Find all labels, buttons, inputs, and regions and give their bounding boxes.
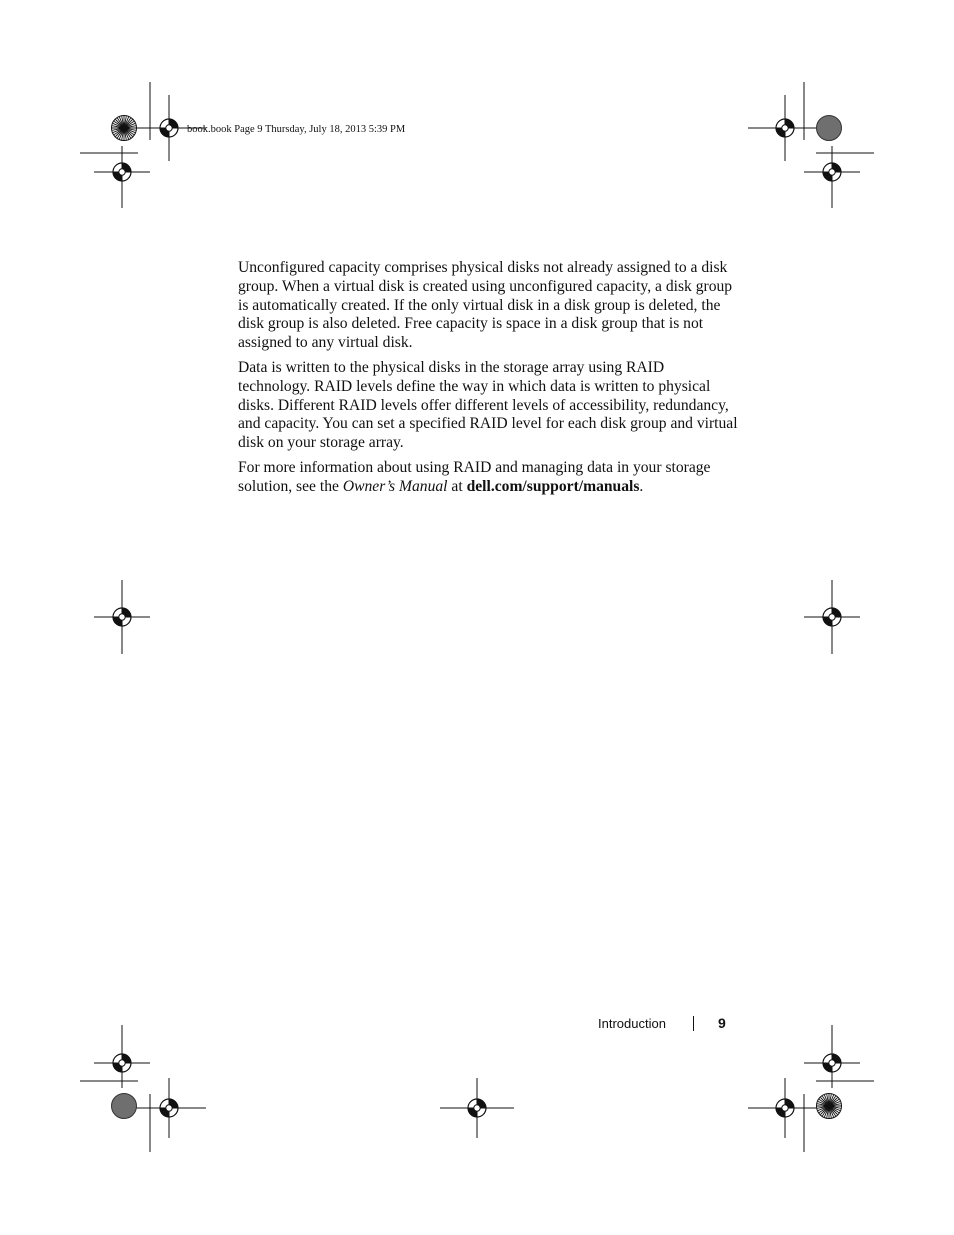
footer-section-name: Introduction <box>598 1015 666 1031</box>
more-info-period: . <box>639 477 644 495</box>
page-footer <box>598 1015 726 1031</box>
footer-separator <box>693 1016 694 1031</box>
manuals-url: dell.com/support/manuals <box>466 477 640 495</box>
page-number: 9 <box>717 1015 726 1031</box>
paragraph-raid-technology: Data is written to the physical disks in the storage array using RAID technology. RAID levels define the way in which data is written to physical disks. Different RAID levels offer different levels of accessibility, redundancy, and capacity. You can set a specified RAID level for each disk group and virtual disk on your storage array. <box>238 358 738 452</box>
owners-manual-title: Owner’s Manual <box>342 477 448 495</box>
paragraph-more-information <box>238 459 738 497</box>
more-info-text: For more information about using RAID and managing data in your storage solution, see the <box>238 458 711 495</box>
paragraph-unconfigured-capacity: Unconfigured capacity comprises physical disks not already assigned to a disk group. When a virtual disk is created using unconfigured capacity, a disk group is automatically created. If the only virtual disk in a disk group is deleted, the disk group is also deleted. Free capacity is space in a disk group that is not assigned to any virtual disk. <box>238 259 733 352</box>
body-text <box>238 259 738 503</box>
more-info-at: at <box>447 477 467 495</box>
print-slug: book.book Page 9 Thursday, July 18, 2013 5:39 PM <box>187 124 406 135</box>
